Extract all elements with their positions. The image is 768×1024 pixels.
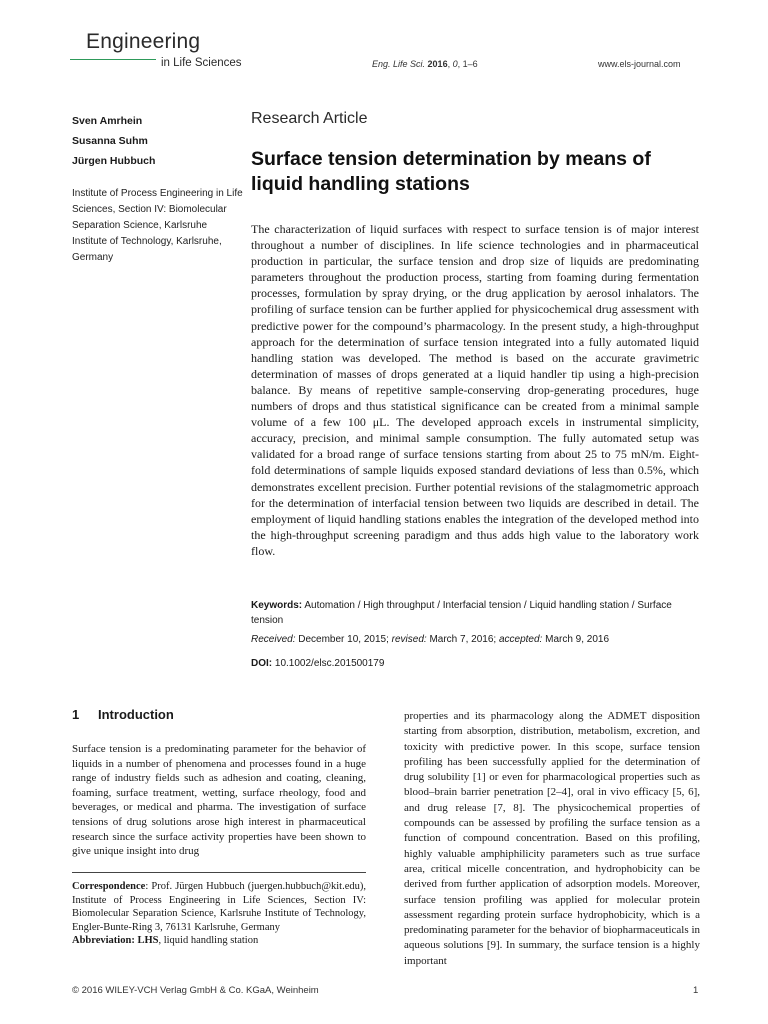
author-name: Jürgen Hubbuch [72,155,156,167]
journal-brand-title: Engineering [86,30,201,53]
abbreviation-term: LHS [137,935,159,947]
correspondence-text: : Prof. Jürgen Hubbuch (juergen.hubbuch@kit.edu), Institute of Process Engineering in Life Sciences, Section IV: Biomolecular Separation Science, Karlsruhe Institute of Technology, Engler-Bunte-Ring 3, 76131 Karlsruhe, Germany [72,881,366,933]
received-date: December 10, 2015; [298,634,389,645]
abbreviation-text: , liquid handling station [158,935,259,947]
journal-name: Eng. Life Sci. [372,59,426,69]
journal-year: 2016 [427,59,448,69]
intro-paragraph-left: Surface tension is a predominating parameter for the behavior of liquids in a number of phenomena and processes found in a huge range of industry fields such as adhesion and coating, cleaning, foaming, surface treatment, wetting, surface rheology, food and beverages, or medical and pharma. The investigation of surface tensions of drug solutions arose high interest in pharmaceutical research since the surface activity properties have been shown to give unique insight into drug [72,743,366,858]
accepted-label: accepted: [498,634,543,645]
author-name: Sven Amrhein [72,115,143,127]
correspondence-footnote [72,880,366,948]
abbreviation-label: Abbreviation: [72,935,135,947]
received-label: Received: [251,634,296,645]
keywords [251,598,701,628]
accepted-date: March 9, 2016 [545,634,610,645]
correspondence-label: Correspondence [72,881,146,892]
journal-citation: Eng. Life Sci. 2016, 0, 1–6 [372,59,478,69]
author-name: Susanna Suhm [72,135,148,147]
keywords-label: Keywords: [251,600,303,611]
author-list [72,111,155,171]
journal-url[interactable]: www.els-journal.com [598,59,681,69]
doi-label: DOI: [251,658,273,669]
revised-label: revised: [391,634,427,645]
abstract: The characterization of liquid surfaces with respect to surface tension is of major interest throughout a number of disciplines. In life science technologies and in pharmaceutical production in particular, the surface tension and drop size of liquids are predominating parameters throughout the production process, starting from foaming during fermentation processes, formulation by spray drying, or the drug application by aerosol inhalators. The profiling of surface tension can be further applied for physicochemical drug assessment with predictive power for the compound’s pharmacology. In the present study, a high-throughput approach for the determination of surface tension integrated into a fully automated liquid handling station was developed. The method is based on the accurate gravimetric determination of masses of drops generated at a liquid handler tip using a high-precision balance. By means of repetitive sample-conserving drop-generating procedures, huge numbers of drops and thus statistical significance can be created from a minimal sample volume of a few 100 μL. The developed approach excels in instrumental simplicity, accuracy, precision, and minimal sample consumption. The fully automated setup was validated for a broad range of surface tensions starting from about 25 to 75 mN/m. Eight-fold determinations of sample liquids exposed standard deviations of less than 0.5%, which demonstrates excellent precision. Further potential revisions of the stalagmometric approach for the determination of interfacial tension between two liquids are described in detail. The employment of liquid handling stations enables the integration of the developed method into the high-throughput screening paradigm and thus adds high value to the laboratory work flow. [251,222,699,558]
page-number: 1 [693,985,699,996]
journal-pages: , 1–6 [457,59,478,69]
journal-brand-subtitle: in Life Sciences [161,57,242,69]
article-title: Surface tension determination by means of liquid handling stations [251,148,651,195]
publication-dates [251,634,609,645]
doi [251,658,384,669]
section-title: Introduction [98,707,174,722]
intro-paragraph-right: properties and its pharmacology along the ADMET disposition starting from absorption, distribution, metabolism, excretion, and toxicity with predictive power. In this scope, surface tension profiling has been successfully applied for the determination of drug solubility [1] or even for pharmacological properties such as blood–brain barrier penetration [2–4], oral in vivo efficacy [5, 6], and drug release [7, 8]. The physicochemical properties of compounds can be assessed by profiling the surface tension as a function of compound concentration. Based on this profiling, highly valuable amphiphilicity parameters such as true surface area, critical micelle concentration, and hydrophobicity can be derived from further application of adsorption models. Moreover, surface tension profiling was applied for molecular protein assessment regarding protein surface hydrophobicity, which is a predominating parameter for the behavior of biopharmaceuticals in aqueous solutions [9]. In summary, the surface tension is a highly important [404,710,700,967]
brand-rule [70,59,156,60]
footnote-rule [72,872,366,873]
journal-volume: 0 [452,59,458,69]
revised-date: March 7, 2016; [429,634,497,645]
doi-value[interactable]: 10.1002/elsc.201500179 [274,658,385,669]
section-number: 1 [72,707,80,722]
section-heading-introduction [72,707,174,722]
copyright-notice: © 2016 WILEY-VCH Verlag GmbH & Co. KGaA, Weinheim [72,985,319,996]
author-affiliation: Institute of Process Engineering in Life Sciences, Section IV: Biomolecular Separation Science, Karlsruhe Institute of Technology, Karlsruhe, Germany [72,188,243,263]
article-type: Research Article [251,110,368,127]
keywords-text: Automation / High throughput / Interfacial tension / Liquid handling station / Surface tension [251,600,672,626]
